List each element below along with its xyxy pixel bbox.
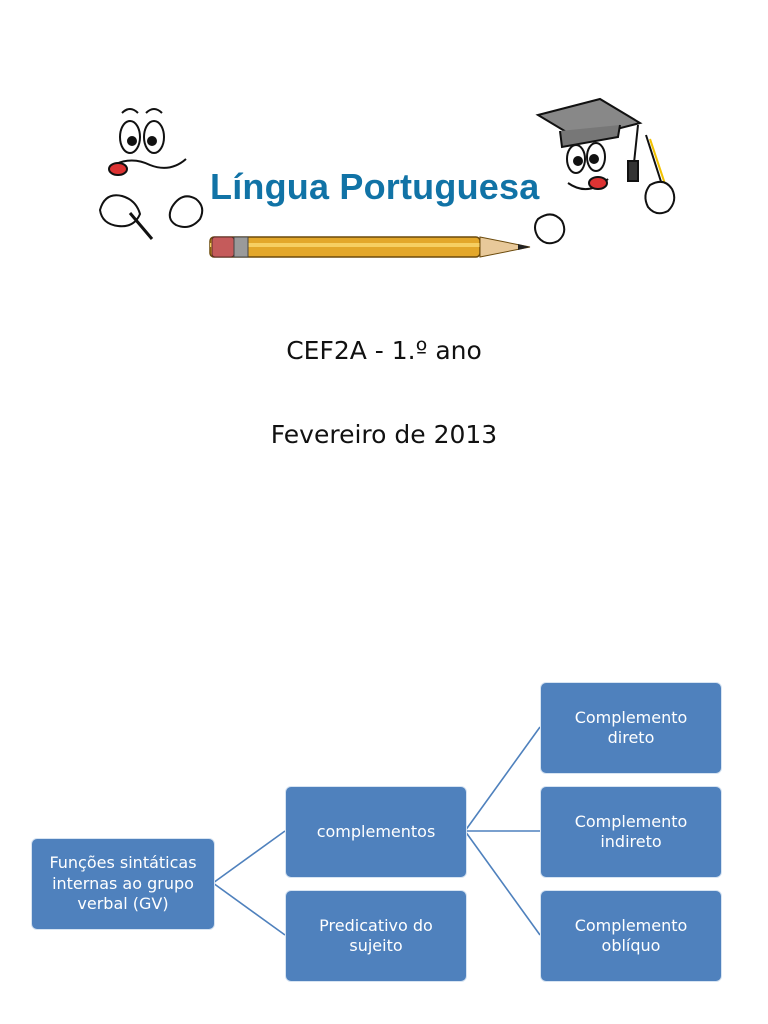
banner-title: Língua Portuguesa [210, 166, 540, 207]
node-complemento-direto-label: Complemento direto [574, 707, 688, 747]
node-predicativo-do-sujeito [285, 890, 467, 982]
node-complemento-indireto [540, 786, 722, 878]
connector-root-predicativo [213, 883, 285, 935]
date-line: Fevereiro de 2013 [270, 420, 498, 449]
node-complemento-direto [540, 682, 722, 774]
class-year-line: CEF2A - 1.º ano [286, 336, 482, 365]
node-complemento-obliquo [540, 890, 722, 982]
left-hand-with-pen-icon [100, 195, 152, 239]
pencil-icon [210, 237, 530, 257]
left-cartoon-face-icon [109, 109, 186, 175]
right-hand-icon [535, 214, 564, 243]
node-complemento-indireto-label: Complemento indireto [574, 811, 688, 851]
node-predicativo-label: Predicativo do sujeito [319, 915, 433, 955]
node-funcoes-sintaticas-label: Funções sintáticas internas ao grupo verbal (GV) [49, 853, 197, 914]
connector-root-complementos [213, 831, 285, 883]
connector-complementos-obliquo [465, 831, 540, 935]
left-hand-pointing-icon [170, 196, 203, 227]
node-complementos-label: complementos [316, 821, 436, 841]
right-hand-holding-wand-icon [645, 182, 674, 213]
right-cartoon-face-with-graduation-cap-icon [538, 99, 666, 191]
connector-complementos-direto [465, 727, 540, 831]
node-complemento-obliquo-label: Complemento oblíquo [574, 915, 688, 955]
node-funcoes-sintaticas [31, 838, 215, 930]
node-complementos [285, 786, 467, 878]
